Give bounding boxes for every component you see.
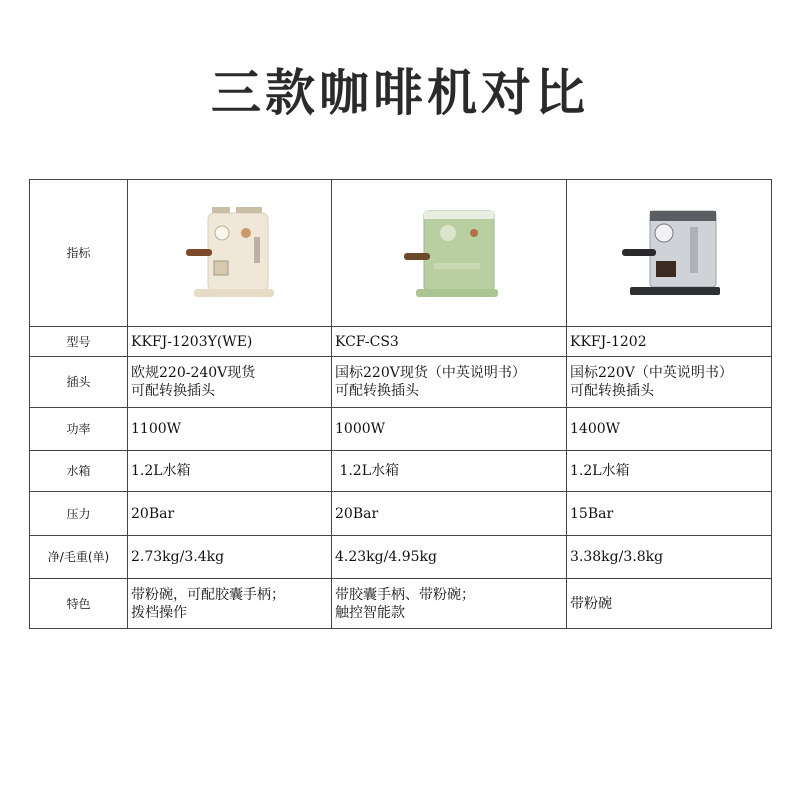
cell-model-2: KCF-CS3 bbox=[332, 327, 567, 357]
cell-plug-3: 国标220V（中英说明书） 可配转换插头 bbox=[567, 357, 772, 408]
row-label-tank: 水箱 bbox=[30, 451, 128, 492]
cell-plug-1: 欧规220-240V现货 可配转换插头 bbox=[128, 357, 332, 408]
table-row bbox=[30, 451, 772, 492]
cell-power-2: 1000W bbox=[332, 408, 567, 451]
row-label-power: 功率 bbox=[30, 408, 128, 451]
cell-features-1: 带粉碗，可配胶囊手柄； 拨档操作 bbox=[128, 579, 332, 629]
product-image-cell-1 bbox=[128, 180, 332, 327]
cell-pressure-3: 15Bar bbox=[567, 492, 772, 536]
cell-tank-2: 1.2L水箱 bbox=[332, 451, 567, 492]
row-label-pressure: 压力 bbox=[30, 492, 128, 536]
cell-pressure-1: 20Bar bbox=[128, 492, 332, 536]
cell-weight-1: 2.73kg/3.4kg bbox=[128, 536, 332, 579]
cell-features-3: 带粉碗 bbox=[567, 579, 772, 629]
cell-power-3: 1400W bbox=[567, 408, 772, 451]
comparison-table bbox=[29, 179, 772, 629]
cell-weight-2: 4.23kg/4.95kg bbox=[332, 536, 567, 579]
cell-model-3: KKFJ-1202 bbox=[567, 327, 772, 357]
cell-plug-2: 国标220V现货（中英说明书） 可配转换插头 bbox=[332, 357, 567, 408]
table-row bbox=[30, 327, 772, 357]
cell-features-2: 带胶囊手柄、带粉碗； 触控智能款 bbox=[332, 579, 567, 629]
table-row bbox=[30, 492, 772, 536]
row-label-plug: 插头 bbox=[30, 357, 128, 408]
table-row bbox=[30, 536, 772, 579]
green-espresso-machine-photo bbox=[396, 203, 506, 303]
table-row-images bbox=[30, 180, 772, 327]
cell-tank-3: 1.2L水箱 bbox=[567, 451, 772, 492]
stainless-espresso-machine-photo bbox=[616, 203, 726, 303]
beige-espresso-machine-photo bbox=[176, 203, 286, 303]
table-row bbox=[30, 357, 772, 408]
product-image-cell-2 bbox=[332, 180, 567, 327]
cell-weight-3: 3.38kg/3.8kg bbox=[567, 536, 772, 579]
product-image-cell-3 bbox=[567, 180, 772, 327]
cell-pressure-2: 20Bar bbox=[332, 492, 567, 536]
table-row bbox=[30, 579, 772, 629]
cell-model-1: KKFJ-1203Y(WE) bbox=[128, 327, 332, 357]
row-label-features: 特色 bbox=[30, 579, 128, 629]
cell-tank-1: 1.2L水箱 bbox=[128, 451, 332, 492]
row-label-model: 型号 bbox=[30, 327, 128, 357]
row-label-weight: 净/毛重(单) bbox=[30, 536, 128, 579]
page-title: 三款咖啡机对比 bbox=[211, 64, 589, 122]
table-row bbox=[30, 408, 772, 451]
cell-power-1: 1100W bbox=[128, 408, 332, 451]
header-label: 指标 bbox=[30, 180, 128, 327]
